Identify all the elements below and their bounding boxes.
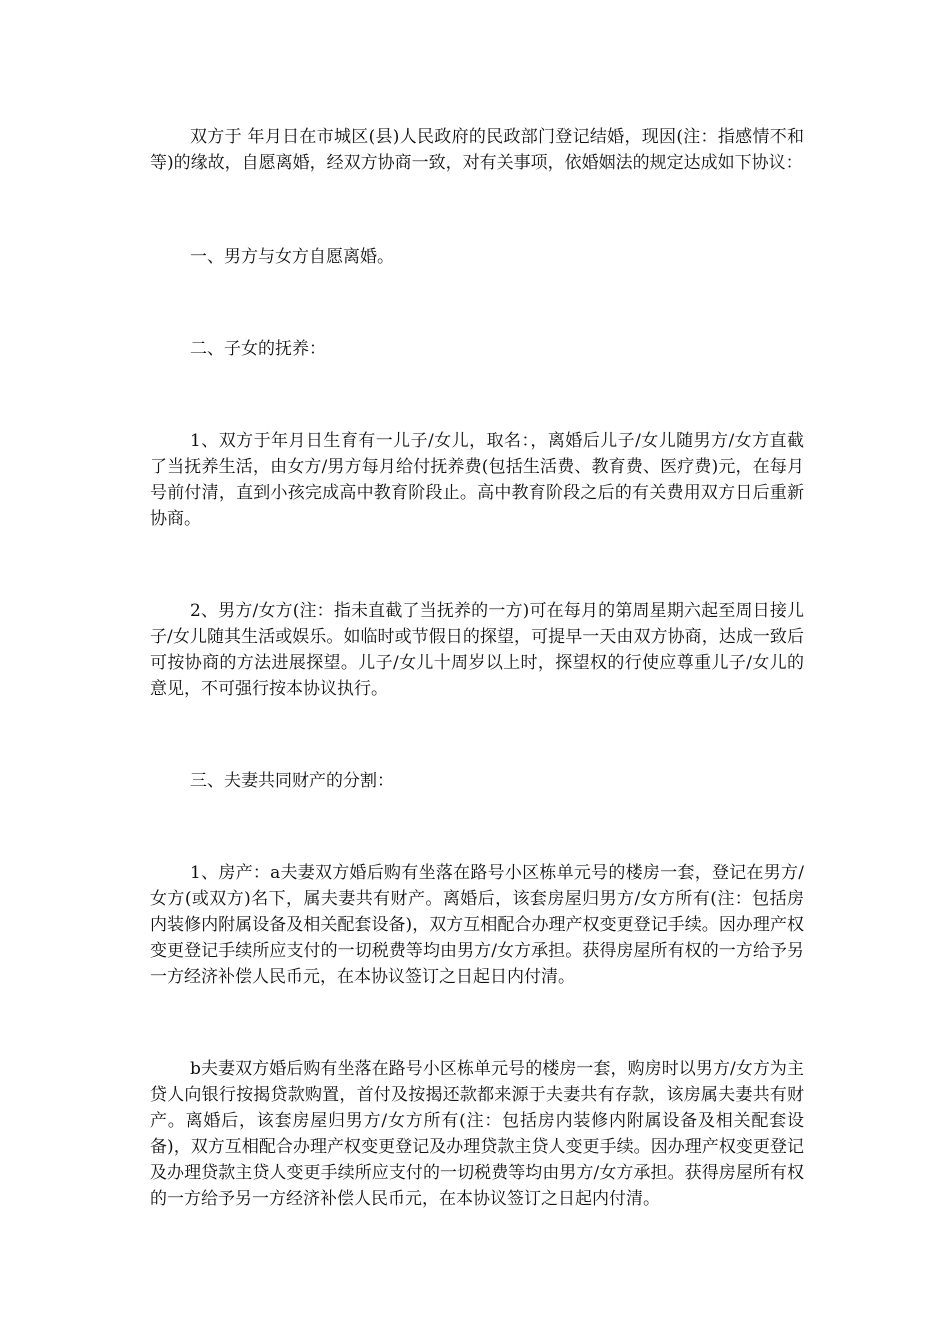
spacer [150, 362, 804, 428]
property-a-paragraph: 1、房产：a夫妻双方婚后购有坐落在路号小区栋单元号的楼房一套，登记在男方/女方(或双方)名下，属夫妻共有财产。离婚后，该套房屋归男方/女方所有(注：包括房内装修内附属设备及相关配套设备)，双方互相配合办理产权变更登记手续。因办理产权变更登记手续所应支付的一切税费等均由男方/女方承担。获得房屋所有权的一方给予另一方经济补偿人民币元，在本协议签订之日起日内付清。 [150, 863, 804, 987]
spacer [150, 176, 804, 244]
spacer [150, 532, 804, 598]
spacer [150, 702, 804, 768]
child-support-paragraph: 1、双方于年月日生育有一儿子/女儿，取名：，离婚后儿子/女儿随男方/女方直截了当抚养生活，由女方/男方每月给付抚养费(包括生活费、教育费、医疗费)元，在每月号前付清，直到小孩完成高中教育阶段止。高中教育阶段之后的有关费用双方日后重新协商。 [150, 431, 804, 529]
property-b-paragraph: b夫妻双方婚后购有坐落在路号小区栋单元号的楼房一套，购房时以男方/女方为主贷人向银行按揭贷款购置，首付及按揭还款都来源于夫妻共有存款，该房属夫妻共有财产。离婚后，该套房屋归男方/女方所有(注：包括房内装修内附属设备及相关配套设备)，双方互相配合办理产权变更登记及办理贷款主贷人变更手续。因办理产权变更登记及办理贷款主贷人变更手续所应支付的一切税费等均由男方/女方承担。获得房屋所有权的一方给予另一方经济补偿人民币元，在本协议签订之日起内付清。 [150, 1059, 804, 1209]
intro-paragraph: 双方于 年月日在市城区(县)人民政府的民政部门登记结婚，现因(注：指感情不和等)的缘故，自愿离婚，经双方协商一致，对有关事项，依婚姻法的规定达成如下协议： [150, 127, 804, 173]
spacer [150, 990, 804, 1056]
spacer [150, 270, 804, 336]
spacer [150, 794, 804, 860]
document-body [150, 124, 804, 1212]
visitation-paragraph: 2、男方/女方(注：指未直截了当抚养的一方)可在每月的第周星期六起至周日接儿子/女儿随其生活或娱乐。如临时或节假日的探望，可提早一天由双方协商，达成一致后可按协商的方法进展探望。儿子/女儿十周岁以上时，探望权的行使应尊重儿子/女儿的意见，不可强行按本协议执行。 [150, 601, 804, 699]
clause-two-heading: 二、子女的抚养： [190, 339, 326, 359]
clause-three-heading: 三、夫妻共同财产的分割： [190, 771, 394, 791]
clause-one-heading: 一、男方与女方自愿离婚。 [190, 247, 394, 267]
